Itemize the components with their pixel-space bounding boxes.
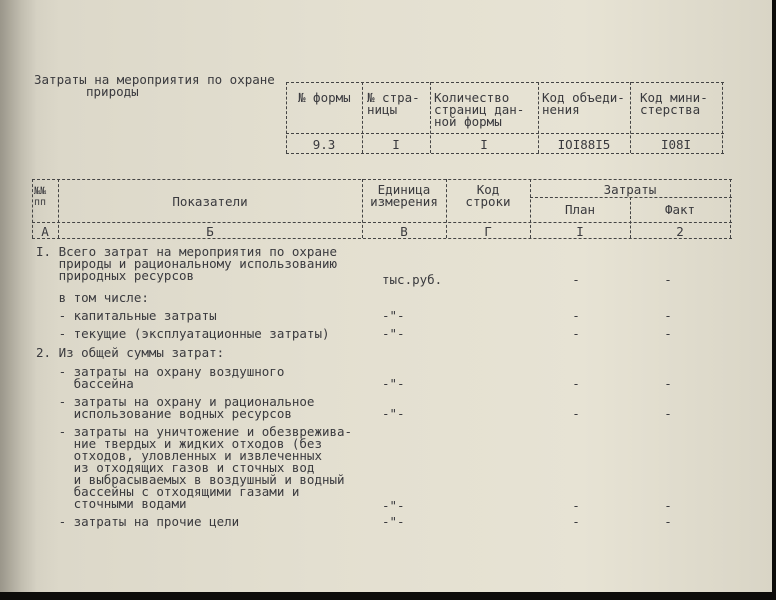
row-air-fact: - — [664, 376, 672, 391]
line-code-header: Код строки — [465, 182, 511, 209]
row-water-plan: - — [572, 406, 580, 421]
letters-bottom-rule — [32, 238, 732, 239]
column-letter: А — [41, 224, 49, 239]
row-current-fact: - — [664, 326, 672, 341]
header-bottom-rule — [32, 222, 732, 223]
row-other-unit: -"- — [382, 514, 405, 529]
row-current-plan: - — [572, 326, 580, 341]
costs-header: Затраты — [603, 182, 657, 197]
row-other-label: - затраты на прочие цели — [36, 514, 240, 529]
row-capital-label: - капитальные затраты — [36, 308, 217, 323]
column-letter: Г — [484, 224, 492, 239]
row-total-label: I. Всего затрат на мероприятия по охране природы и рациональному использованию природных ресурсов — [36, 244, 338, 283]
row-number-header: №№ пп — [34, 186, 47, 208]
form-header-mid-rule — [286, 133, 724, 134]
form-header-bottom-rule — [286, 153, 724, 154]
row-including-label: в том числе: — [36, 290, 149, 305]
row-air-label: - затраты на охрану воздушного бассейна — [58, 364, 285, 391]
form-number-value: 9.3 — [312, 137, 336, 152]
row-capital-unit: -"- — [382, 308, 405, 323]
column-letter: I — [576, 224, 584, 239]
row-other-plan: - — [572, 514, 580, 529]
page-number-value: I — [392, 137, 400, 152]
row-water-unit: -"- — [382, 406, 405, 421]
row-total-unit: тыс.руб. — [382, 272, 443, 287]
table-top-rule — [32, 179, 732, 180]
row-waste-plan: - — [572, 498, 580, 513]
ministry-code-value: I08I — [660, 137, 692, 152]
fact-header: Факт — [664, 202, 696, 217]
column-letter: 2 — [676, 224, 684, 239]
row-total-plan: - — [572, 272, 580, 287]
page-title: Затраты на мероприятия по охране — [34, 72, 275, 87]
page-title-line2: природы — [86, 84, 139, 99]
form-header-top-rule — [286, 82, 724, 83]
ministry-code-header: Код мини- стерства — [640, 90, 708, 117]
row-waste-unit: -"- — [382, 498, 405, 513]
association-code-value: IOI88I5 — [557, 137, 611, 152]
book-spine — [0, 0, 36, 592]
row-air-unit: -"- — [382, 376, 405, 391]
row-air-plan: - — [572, 376, 580, 391]
row-waste-label: - затраты на уничтожение и обезврежива- ние твердых и жидких отходов (без отходов, уловленных и извлеченных из отходящих газов и сточных вод и выбрасываемых в воздушный и водный бассейны с отходящими газами и сточными водами — [58, 424, 353, 511]
unit-header: Единица измерения — [370, 182, 438, 209]
row-total-fact: - — [664, 272, 672, 287]
row-current-label: - текущие (эксплуатационные затраты) — [36, 326, 330, 341]
row-capital-fact: - — [664, 308, 672, 323]
association-code-header: Код объеди- нения — [542, 90, 625, 117]
row-capital-plan: - — [572, 308, 580, 323]
indicators-header: Показатели — [172, 194, 248, 209]
row-waste-fact: - — [664, 498, 672, 513]
row-breakdown-label: 2. Из общей суммы затрат: — [36, 345, 225, 360]
form-header-divider — [722, 82, 723, 153]
pages-count-value: I — [480, 137, 488, 152]
plan-header: План — [564, 202, 596, 217]
row-water-fact: - — [664, 406, 672, 421]
column-letter: В — [400, 224, 408, 239]
row-other-fact: - — [664, 514, 672, 529]
column-letter: Б — [206, 224, 214, 239]
page-number-header: № стра- ницы — [367, 90, 420, 117]
row-current-unit: -"- — [382, 326, 405, 341]
costs-sub-rule — [530, 197, 732, 198]
pages-count-header: Количество страниц дан- ной формы — [434, 90, 525, 129]
form-number-header: № формы — [298, 90, 351, 105]
table-divider — [730, 179, 731, 238]
row-water-label: - затраты на охрану и рациональное использование водных ресурсов — [58, 394, 315, 421]
